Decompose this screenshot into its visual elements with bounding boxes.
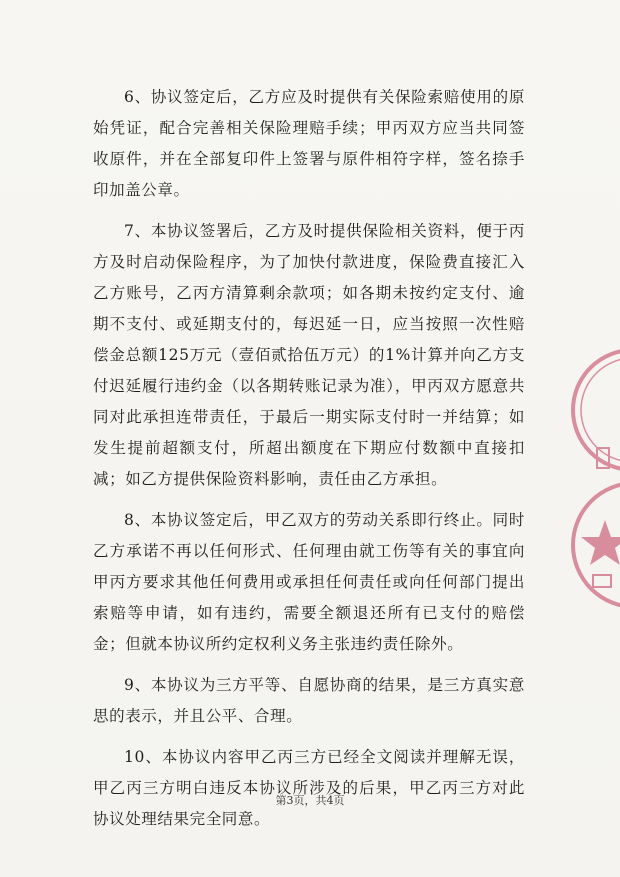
red-seal-stamp [555,330,620,630]
clause-9: 9、本协议为三方平等、自愿协商的结果，是三方真实意思的表示，并且公平、合理。 [93,676,525,725]
clause-7: 7、本协议签署后，乙方及时提供保险相关资料，便于丙方及时启动保险程序，为了加快付款进度，保险费直接汇入乙方账号，乙丙方清算剩余款项；如各期未按约定支付、逾期不支付、或延期支付的，每迟延一日，应当按照一次性赔偿金总额125万元（壹佰贰拾伍万元）的1%计算并向乙方支付迟延履行违约金（以各期转账记录为准），甲丙双方愿意共同对此承担连带责任，于最后一期实际支付时一并结算；如发生提前超额支付，所超出额度在下期应付数额中直接扣减；如乙方提供保险资料影响，责任由乙方承担。 [93,222,525,488]
page-number: 第3页，共4页 [275,794,345,807]
seal-star-icon [581,520,620,565]
clause-10: 10、本协议内容甲乙丙三方已经全文阅读并理解无误，甲乙丙三方明白违反本协议所涉及的后果，甲乙丙三方对此协议处理结果完全同意。 [93,748,525,828]
clause-8: 8、本协议签定后，甲乙双方的劳动关系即行终止。同时乙方承诺不再以任何形式、任何理由就工伤等有关的事宜向甲丙方要求其他任何费用或承担任何责任或向任何部门提出索赔等申请，如有违约，需要全额退还所有已支付的赔偿金；但就本协议所约定权利义务主张违约责任除外。 [93,511,525,653]
agreement-body [93,82,525,845]
clause-6: 6、协议签定后，乙方应及时提供有关保险索赔使用的原始凭证，配合完善相关保险理赔手续；甲丙双方应当共同签收原件，并在全部复印件上签署与原件相符字样，签名捺手印加盖公章。 [93,88,525,199]
